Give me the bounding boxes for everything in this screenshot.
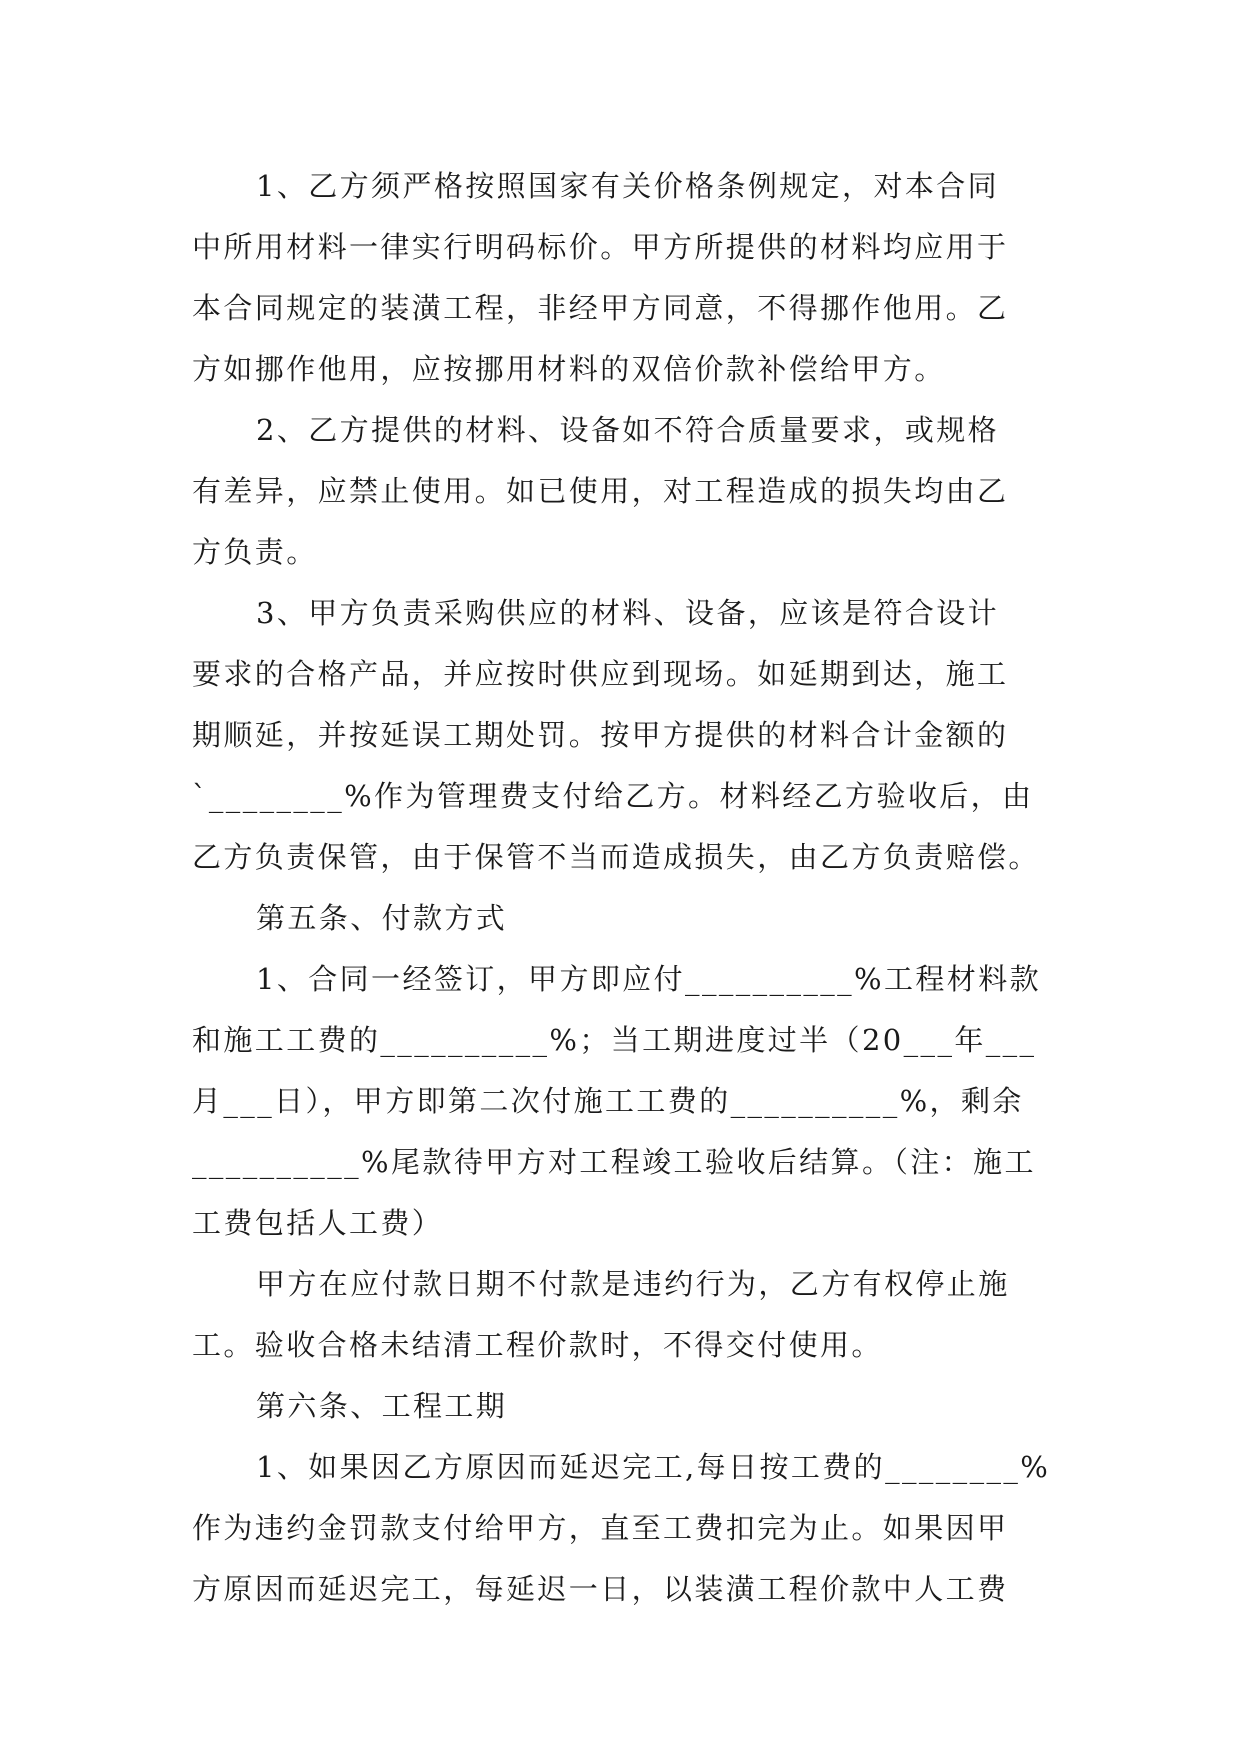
- section-heading: 第五条、付款方式: [256, 901, 508, 935]
- text-line: 要求的合格产品，并应按时供应到现场。如延期到达，施工: [192, 657, 1009, 691]
- text-line: 方如挪作他用，应按挪用材料的双倍价款补偿给甲方。: [192, 352, 946, 386]
- text-line: 期顺延，并按延误工期处罚。按甲方提供的材料合计金额的: [192, 718, 1009, 752]
- text-line: 有差异，应禁止使用。如已使用，对工程造成的损失均由乙: [192, 474, 1009, 508]
- text-line: 甲方在应付款日期不付款是违约行为，乙方有权停止施: [256, 1267, 1010, 1301]
- text-line: 作为违约金罚款支付给甲方，直至工费扣完为止。如果因甲: [192, 1511, 1009, 1545]
- section-heading: 第六条、工程工期: [256, 1389, 508, 1423]
- text-line: 1、合同一经签订，甲方即应付__________%工程材料款: [256, 962, 1042, 996]
- text-line: 中所用材料一律实行明码标价。甲方所提供的材料均应用于: [192, 230, 1009, 264]
- text-line: 月___日），甲方即第二次付施工工费的__________%，剩余: [192, 1084, 1024, 1118]
- text-line: 方原因而延迟完工，每延迟一日，以装潢工程价款中人工费: [192, 1572, 1009, 1606]
- text-line: 乙方负责保管，由于保管不当而造成损失，由乙方负责赔偿。: [192, 840, 1040, 874]
- text-line: 3、甲方负责采购供应的材料、设备，应该是符合设计: [256, 596, 1000, 630]
- text-line: 和施工工费的__________%；当工期进度过半（20___年___: [192, 1023, 1037, 1057]
- text-line: 工。验收合格未结清工程价款时，不得交付使用。: [192, 1328, 883, 1362]
- text-line: 工费包括人工费）: [192, 1206, 444, 1240]
- text-line: `________%作为管理费支付给乙方。材料经乙方验收后，由: [192, 779, 1034, 813]
- text-line: 1、乙方须严格按照国家有关价格条例规定，对本合同: [256, 169, 1000, 203]
- text-line: 本合同规定的装潢工程，非经甲方同意，不得挪作他用。乙: [192, 291, 1009, 325]
- text-line: __________%尾款待甲方对工程竣工验收后结算。（注：施工: [192, 1145, 1036, 1179]
- document-body: [192, 156, 1052, 1620]
- text-line: 2、乙方提供的材料、设备如不符合质量要求，或规格: [256, 413, 1000, 447]
- text-line: 1、如果因乙方原因而延迟完工,每日按工费的________%: [256, 1450, 1051, 1484]
- text-line: 方负责。: [192, 535, 318, 569]
